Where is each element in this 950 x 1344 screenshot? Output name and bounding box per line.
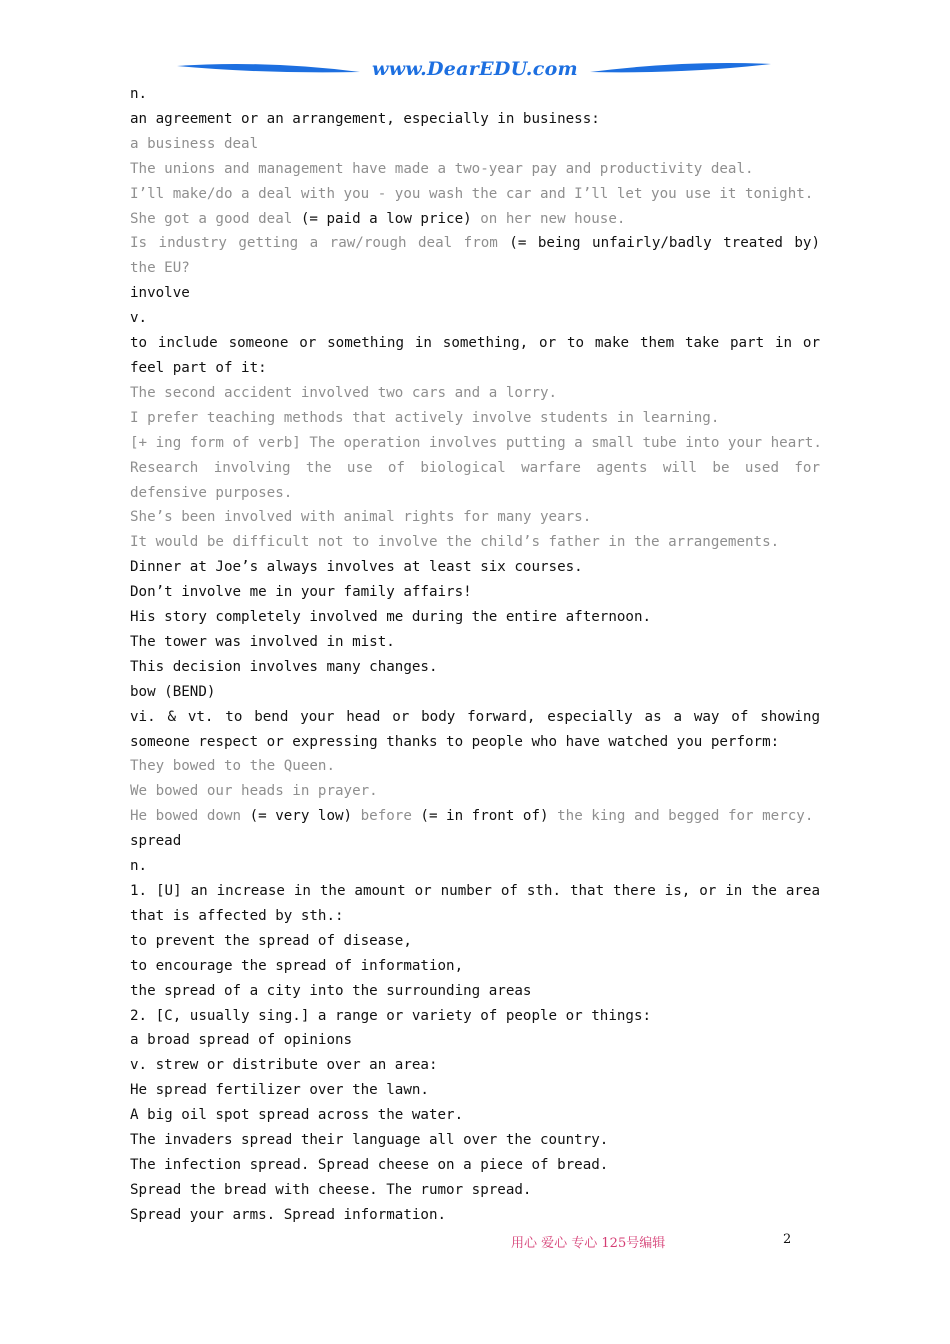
example: a broad spread of opinions <box>130 1032 353 1049</box>
example: The infection spread. Spread cheese on a piece of bread. <box>130 1156 609 1173</box>
example: He spread fertilizer over the lawn. <box>130 1082 429 1099</box>
example: to encourage the spread of information, <box>130 957 464 974</box>
example: Research involving the use of biological warfare agents will be used for defensive purposes. <box>130 459 820 501</box>
dictionary-entries <box>130 82 820 1228</box>
example: The unions and management have made a two-year pay and productivity deal. <box>130 160 754 177</box>
example: A big oil spot spread across the water. <box>130 1107 464 1124</box>
definition: vi. & vt. to bend your head or body forward, especially as a way of showing someone respect or expressing thanks to people who have watched you perform: <box>130 708 820 750</box>
pos-label: v. <box>130 310 148 327</box>
example: They bowed to the Queen. <box>130 758 335 775</box>
definition: an agreement or an arrangement, especially in business: <box>130 110 600 127</box>
example: He bowed down (= very low) before (= in front of) the king and begged for mercy. <box>130 808 814 825</box>
example: Is industry getting a raw/rough deal from (= being unfairly/badly treated by) the EU? <box>130 235 820 277</box>
example: This decision involves many changes. <box>130 658 438 675</box>
example: a business deal <box>130 135 259 152</box>
headword: spread <box>130 833 182 850</box>
headword: involve <box>130 285 190 302</box>
example: She’s been involved with animal rights for many years. <box>130 509 592 526</box>
page-number: 2 <box>783 1232 792 1247</box>
example: The second accident involved two cars and a lorry. <box>130 384 558 401</box>
definition: 1. [U] an increase in the amount or number of sth. that there is, or in the area that is affected by sth.: <box>130 883 820 924</box>
example: The tower was involved in mist. <box>130 633 395 650</box>
example: Spread the bread with cheese. The rumor spread. <box>130 1181 532 1198</box>
pos-label: n. <box>130 858 148 875</box>
example: It would be difficult not to involve the child’s father in the arrangements. <box>130 534 780 551</box>
example: [+ ing form of verb] The operation involves putting a small tube into your heart. <box>130 434 822 451</box>
definition: 2. [C, usually sing.] a range or variety of people or things: <box>130 1007 652 1024</box>
example: I’ll make/do a deal with you - you wash the car and I’ll let you use it tonight. <box>130 185 814 202</box>
pos-label: n. <box>130 86 148 102</box>
example: Don’t involve me in your family affairs! <box>130 584 472 601</box>
definition: v. strew or distribute over an area: <box>130 1057 438 1074</box>
example: We bowed our heads in prayer. <box>130 783 378 800</box>
example: the spread of a city into the surrounding areas <box>130 982 532 999</box>
example: She got a good deal (= paid a low price) on her new house. <box>130 210 626 227</box>
example: to prevent the spread of disease, <box>130 932 412 949</box>
site-logo[interactable]: www.DearEDU.com <box>372 58 578 80</box>
example: Spread your arms. Spread information. <box>130 1206 447 1223</box>
footer-text: 用心 爱心 专心 125号编辑 <box>511 1236 666 1251</box>
example: Dinner at Joe’s always involves at least six courses. <box>130 559 583 576</box>
headword: bow (BEND) <box>130 683 216 700</box>
example: I prefer teaching methods that actively involve students in learning. <box>130 409 720 426</box>
definition: to include someone or something in something, or to make them take part in or feel part of it: <box>130 335 820 376</box>
example: His story completely involved me during the entire afternoon. <box>130 609 652 626</box>
example: The invaders spread their language all over the country. <box>130 1132 609 1149</box>
